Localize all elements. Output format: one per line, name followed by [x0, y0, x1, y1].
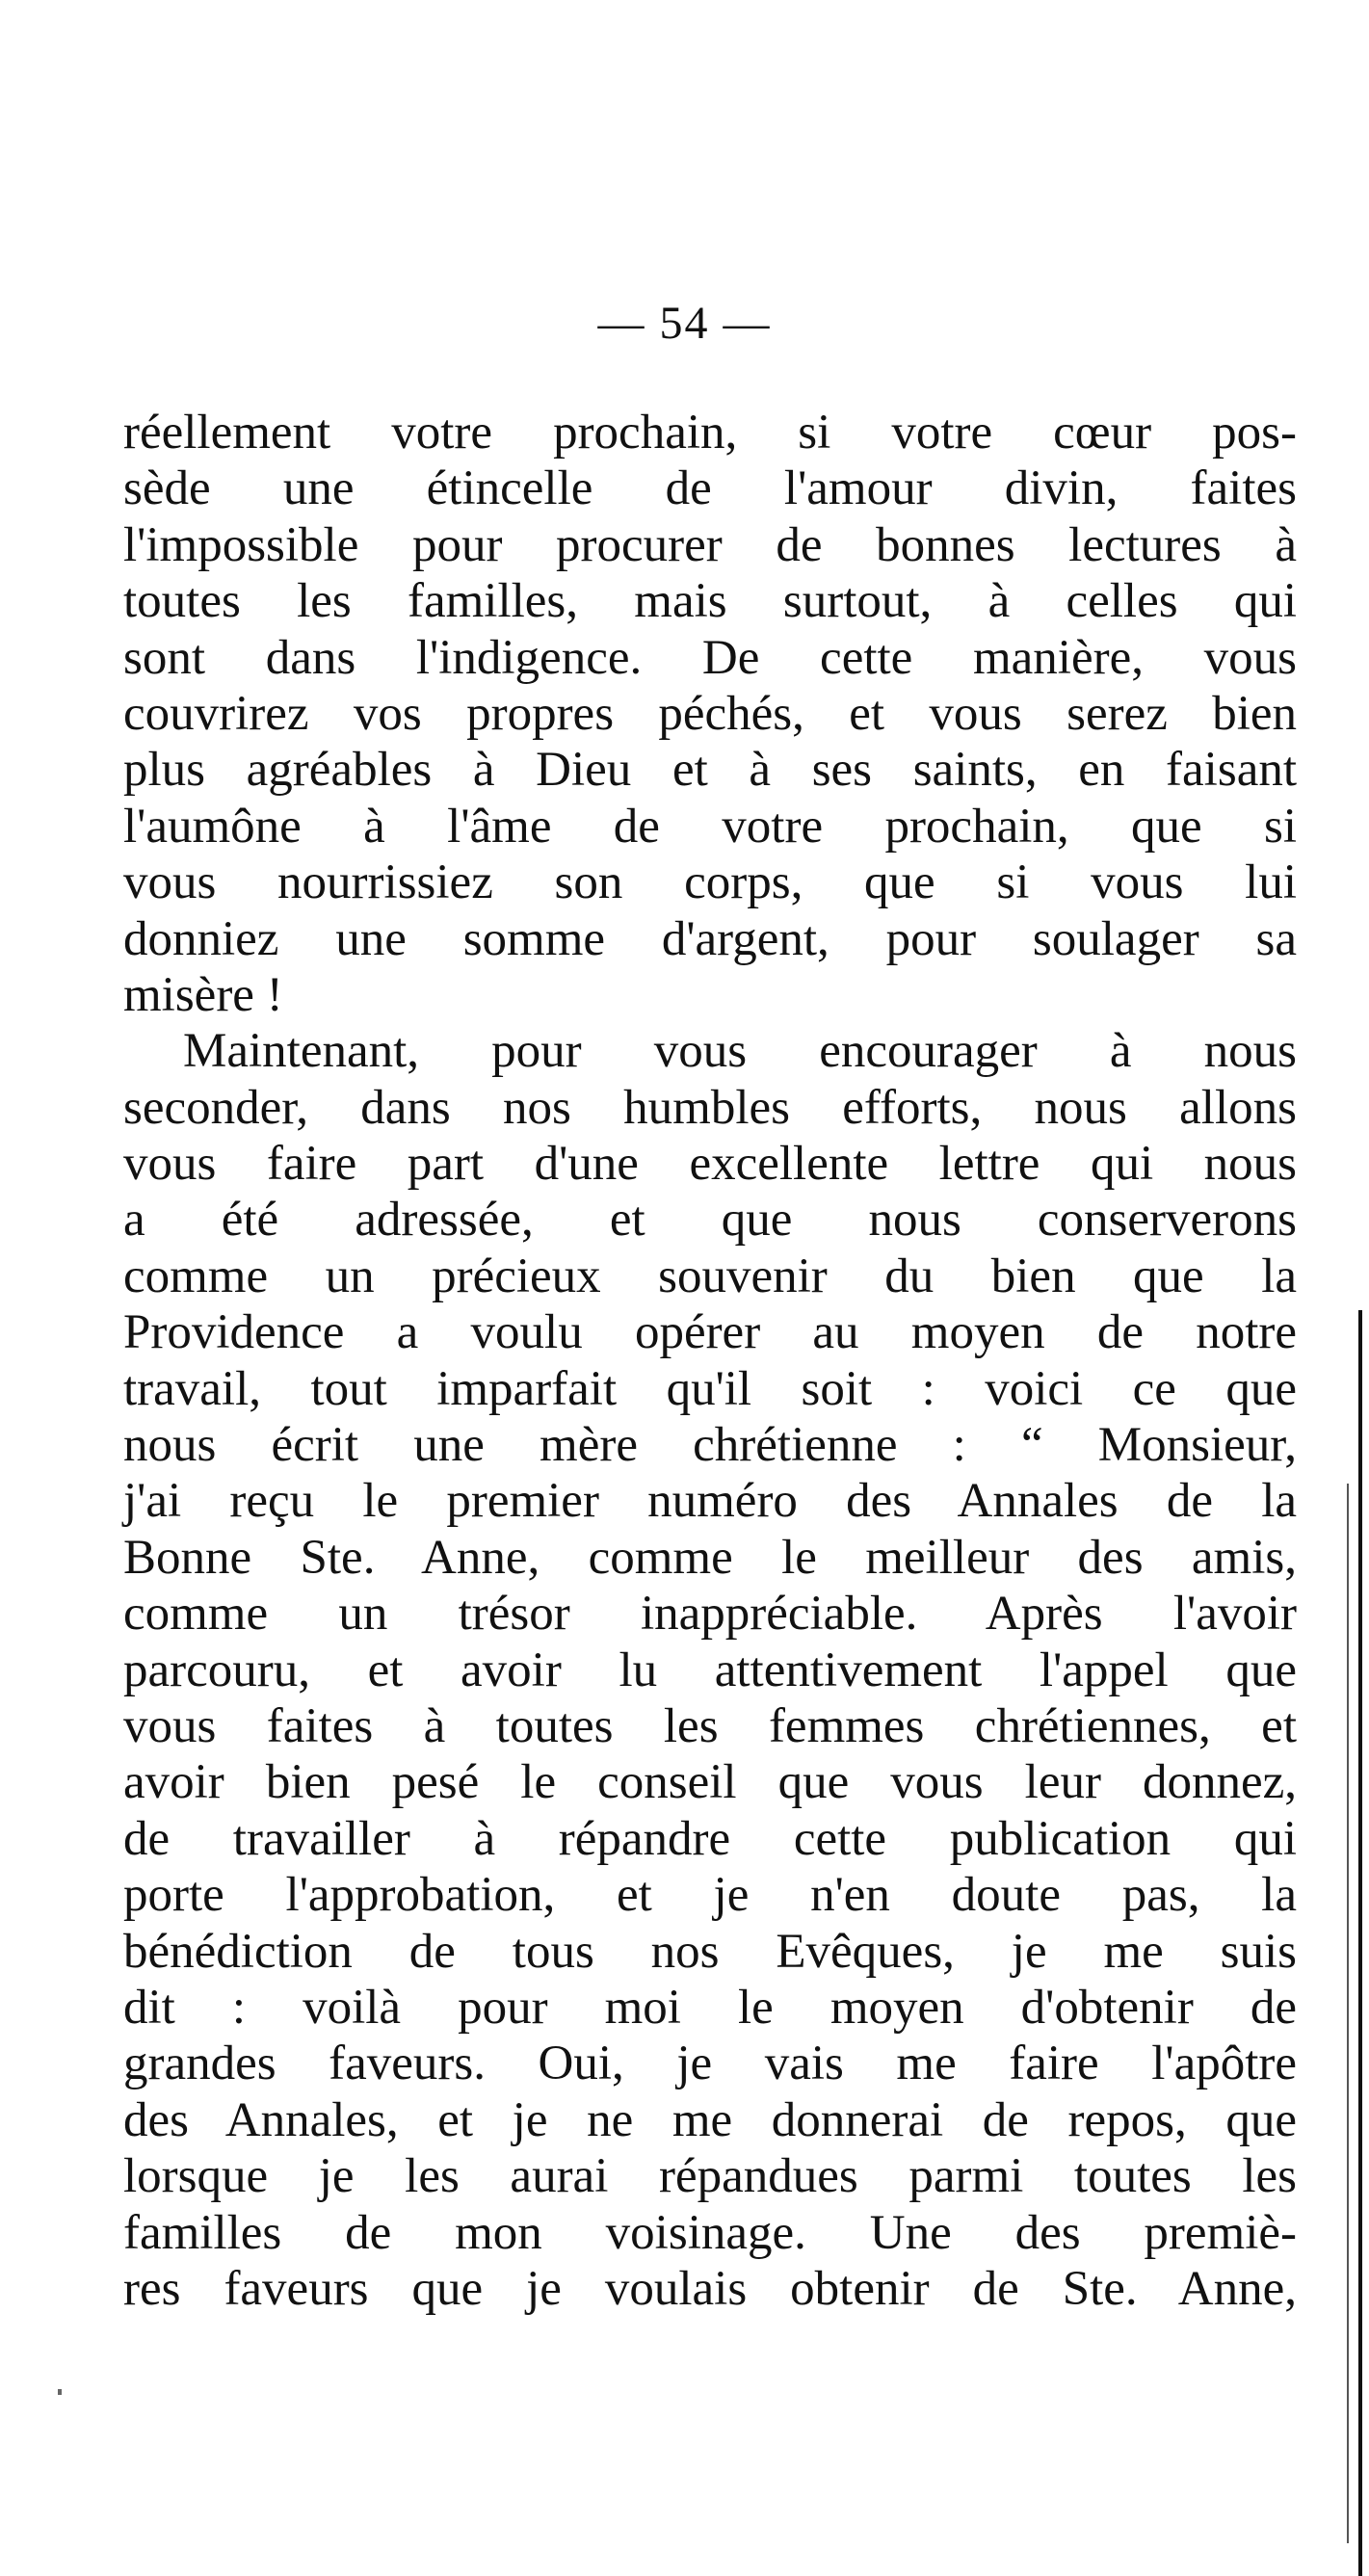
text-line: misère ! — [123, 967, 283, 1022]
page-number: — 54 — — [597, 298, 772, 349]
text-line: des Annales, et je ne me donnerai de repos, que — [123, 2092, 1297, 2147]
scan-speck — [58, 2389, 62, 2395]
text-line: j'ai reçu le premier numéro des Annales de la — [123, 1474, 1297, 1529]
text-line: grandes faveurs. Oui, je vais me faire l'apôtre — [123, 2037, 1297, 2091]
text-line: vous faire part d'une excellente lettre qui nous — [123, 1137, 1297, 1192]
text-line: comme un trésor inappréciable. Après l'avoir — [123, 1587, 1297, 1642]
text-line: porte l'approbation, et je n'en doute pas, la — [123, 1868, 1297, 1923]
text-line: res faveurs que je voulais obtenir de Ste. Anne, — [123, 2261, 1297, 2316]
text-line: parcouru, et avoir lu attentivement l'appel que — [123, 1643, 1297, 1697]
text-line: a été adressée, et que nous conserverons — [123, 1193, 1297, 1248]
text-line: vous faites à toutes les femmes chrétiennes, et — [123, 1698, 1297, 1753]
text-line: réellement votre prochain, si votre cœur pos- — [123, 406, 1297, 460]
text-line: comme un précieux souvenir du bien que la — [123, 1249, 1297, 1303]
text-line: sède une étincelle de l'amour divin, faites — [123, 461, 1297, 516]
text-line: plus agréables à Dieu et à ses saints, en faisant — [123, 743, 1297, 798]
text-line: seconder, dans nos humbles efforts, nous allons — [123, 1080, 1297, 1135]
text-line: toutes les familles, mais surtout, à celles qui — [123, 574, 1297, 629]
text-line: familles de mon voisinage. Une des premiè- — [123, 2205, 1297, 2260]
text-line: l'aumône à l'âme de votre prochain, que si — [123, 799, 1297, 854]
text-line: couvrirez vos propres péchés, et vous serez bien — [123, 686, 1297, 741]
text-line: vous nourrissiez son corps, que si vous lui — [123, 855, 1297, 910]
text-line: Maintenant, pour vous encourager à nous — [183, 1024, 1297, 1079]
text-line: Bonne Ste. Anne, comme le meilleur des amis, — [123, 1530, 1297, 1585]
text-line: sont dans l'indigence. De cette manière, vous — [123, 630, 1297, 685]
text-line: nous écrit une mère chrétienne : “ Monsieur, — [123, 1418, 1297, 1473]
text-line: travail, tout imparfait qu'il soit : voici ce que — [123, 1361, 1297, 1416]
body-text — [123, 405, 1297, 2317]
text-line: l'impossible pour procurer de bonnes lectures à — [123, 517, 1297, 572]
text-line: lorsque je les aurai répandues parmi toutes les — [123, 2149, 1297, 2204]
scan-edge-line — [1358, 1310, 1362, 2576]
scan-edge-shadow — [1347, 1484, 1349, 2543]
text-line: dit : voilà pour moi le moyen d'obtenir de — [123, 1980, 1297, 2035]
text-line: Providence a voulu opérer au moyen de notre — [123, 1305, 1297, 1360]
text-line: donniez une somme d'argent, pour soulager sa — [123, 911, 1297, 966]
text-line: bénédiction de tous nos Evêques, je me suis — [123, 1924, 1297, 1979]
text-line: de travailler à répandre cette publication qui — [123, 1811, 1297, 1866]
text-line: avoir bien pesé le conseil que vous leur donnez, — [123, 1755, 1297, 1810]
